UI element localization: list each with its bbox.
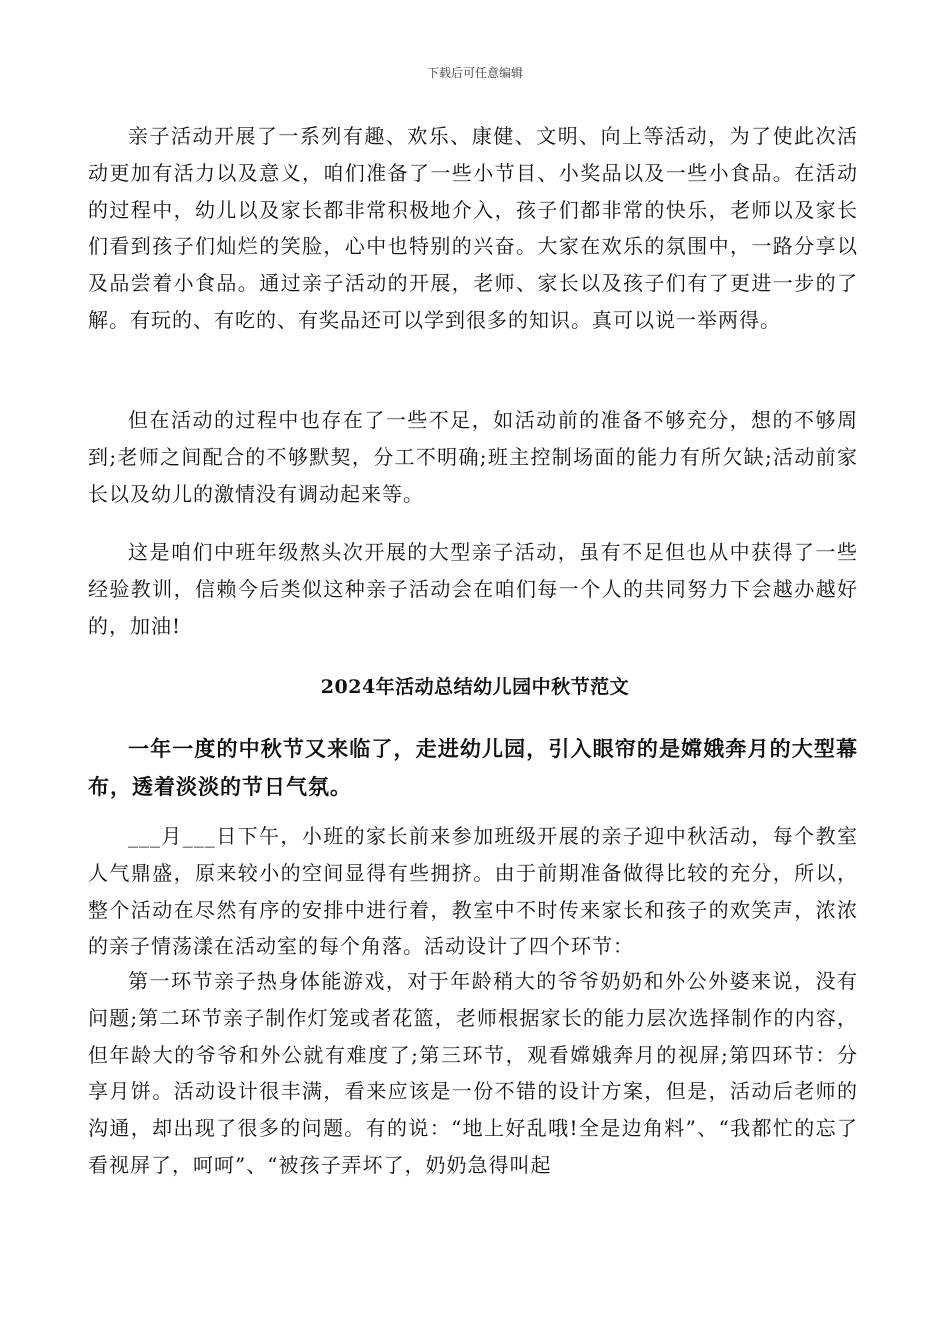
page-header-note: 下载后可任意编辑	[426, 66, 523, 80]
paragraph-shortcomings: 但在活动的过程中也存在了一些不足，如活动前的准备不够充分，想的不够周到;老师之间配合的不够默契，分工不明确;班主控制场面的能力有所欠缺;活动前家长以及幼儿的激情没有调动起来等。	[88, 408, 858, 506]
section-lead-paragraph: 一年一度的中秋节又来临了，走进幼儿园，引入眼帘的是嫦娥奔月的大型幕布，透着淡淡的节日气氛。	[88, 736, 858, 799]
paragraph-event-stages: 第一环节亲子热身体能游戏，对于年龄稍大的爷爷奶奶和外公外婆来说，没有问题;第二环节亲子制作灯笼或者花篮，老师根据家长的能力层次选择制作的内容，但年龄大的爷爷和外公就有难度了;第三环节，观看嫦娥奔月的视屏;第四环节：分享月饼。活动设计很丰满，看来应该是一份不错的设计方案，但是，活动后老师的沟通，却出现了很多的问题。有的说：“地上好乱哦!全是边角料”、“我都忙的忘了看视屏了，呵呵”、“被孩子弄坏了，奶奶急得叫起	[88, 969, 858, 1177]
section-title: 2024年活动总结幼儿园中秋节范文	[320, 676, 630, 698]
paragraph-event-description: ___月___日下午，小班的家长前来参加班级开展的亲子迎中秋活动，每个教室人气鼎盛，原来较小的空间显得有些拥挤。由于前期准备做得比较的充分，所以，整个活动在尽然有序的安排中进行着，教室中不时传来家长和孩子的欢笑声，浓浓的亲子情荡漾在活动室的每个角落。活动设计了四个环节：	[88, 824, 858, 959]
paragraph-conclusion: 这是咱们中班年级熬头次开展的大型亲子活动，虽有不足但也从中获得了一些经验教训，信赖今后类似这种亲子活动会在咱们每一个人的共同努力下会越办越好的，加油!	[88, 540, 858, 638]
paragraph-activity-summary: 亲子活动开展了一系列有趣、欢乐、康健、文明、向上等活动，为了使此次活动更加有活力以及意义，咱们准备了一些小节目、小奖品以及一些小食品。在活动的过程中，幼儿以及家长都非常积极地介入，孩子们都非常的快乐，老师以及家长们看到孩子们灿烂的笑脸，心中也特别的兴奋。大家在欢乐的氛围中，一路分享以及品尝着小食品。通过亲子活动的开展，老师、家长以及孩子们有了更进一步的了解。有玩的、有吃的、有奖品还可以学到很多的知识。真可以说一举两得。	[88, 124, 858, 332]
